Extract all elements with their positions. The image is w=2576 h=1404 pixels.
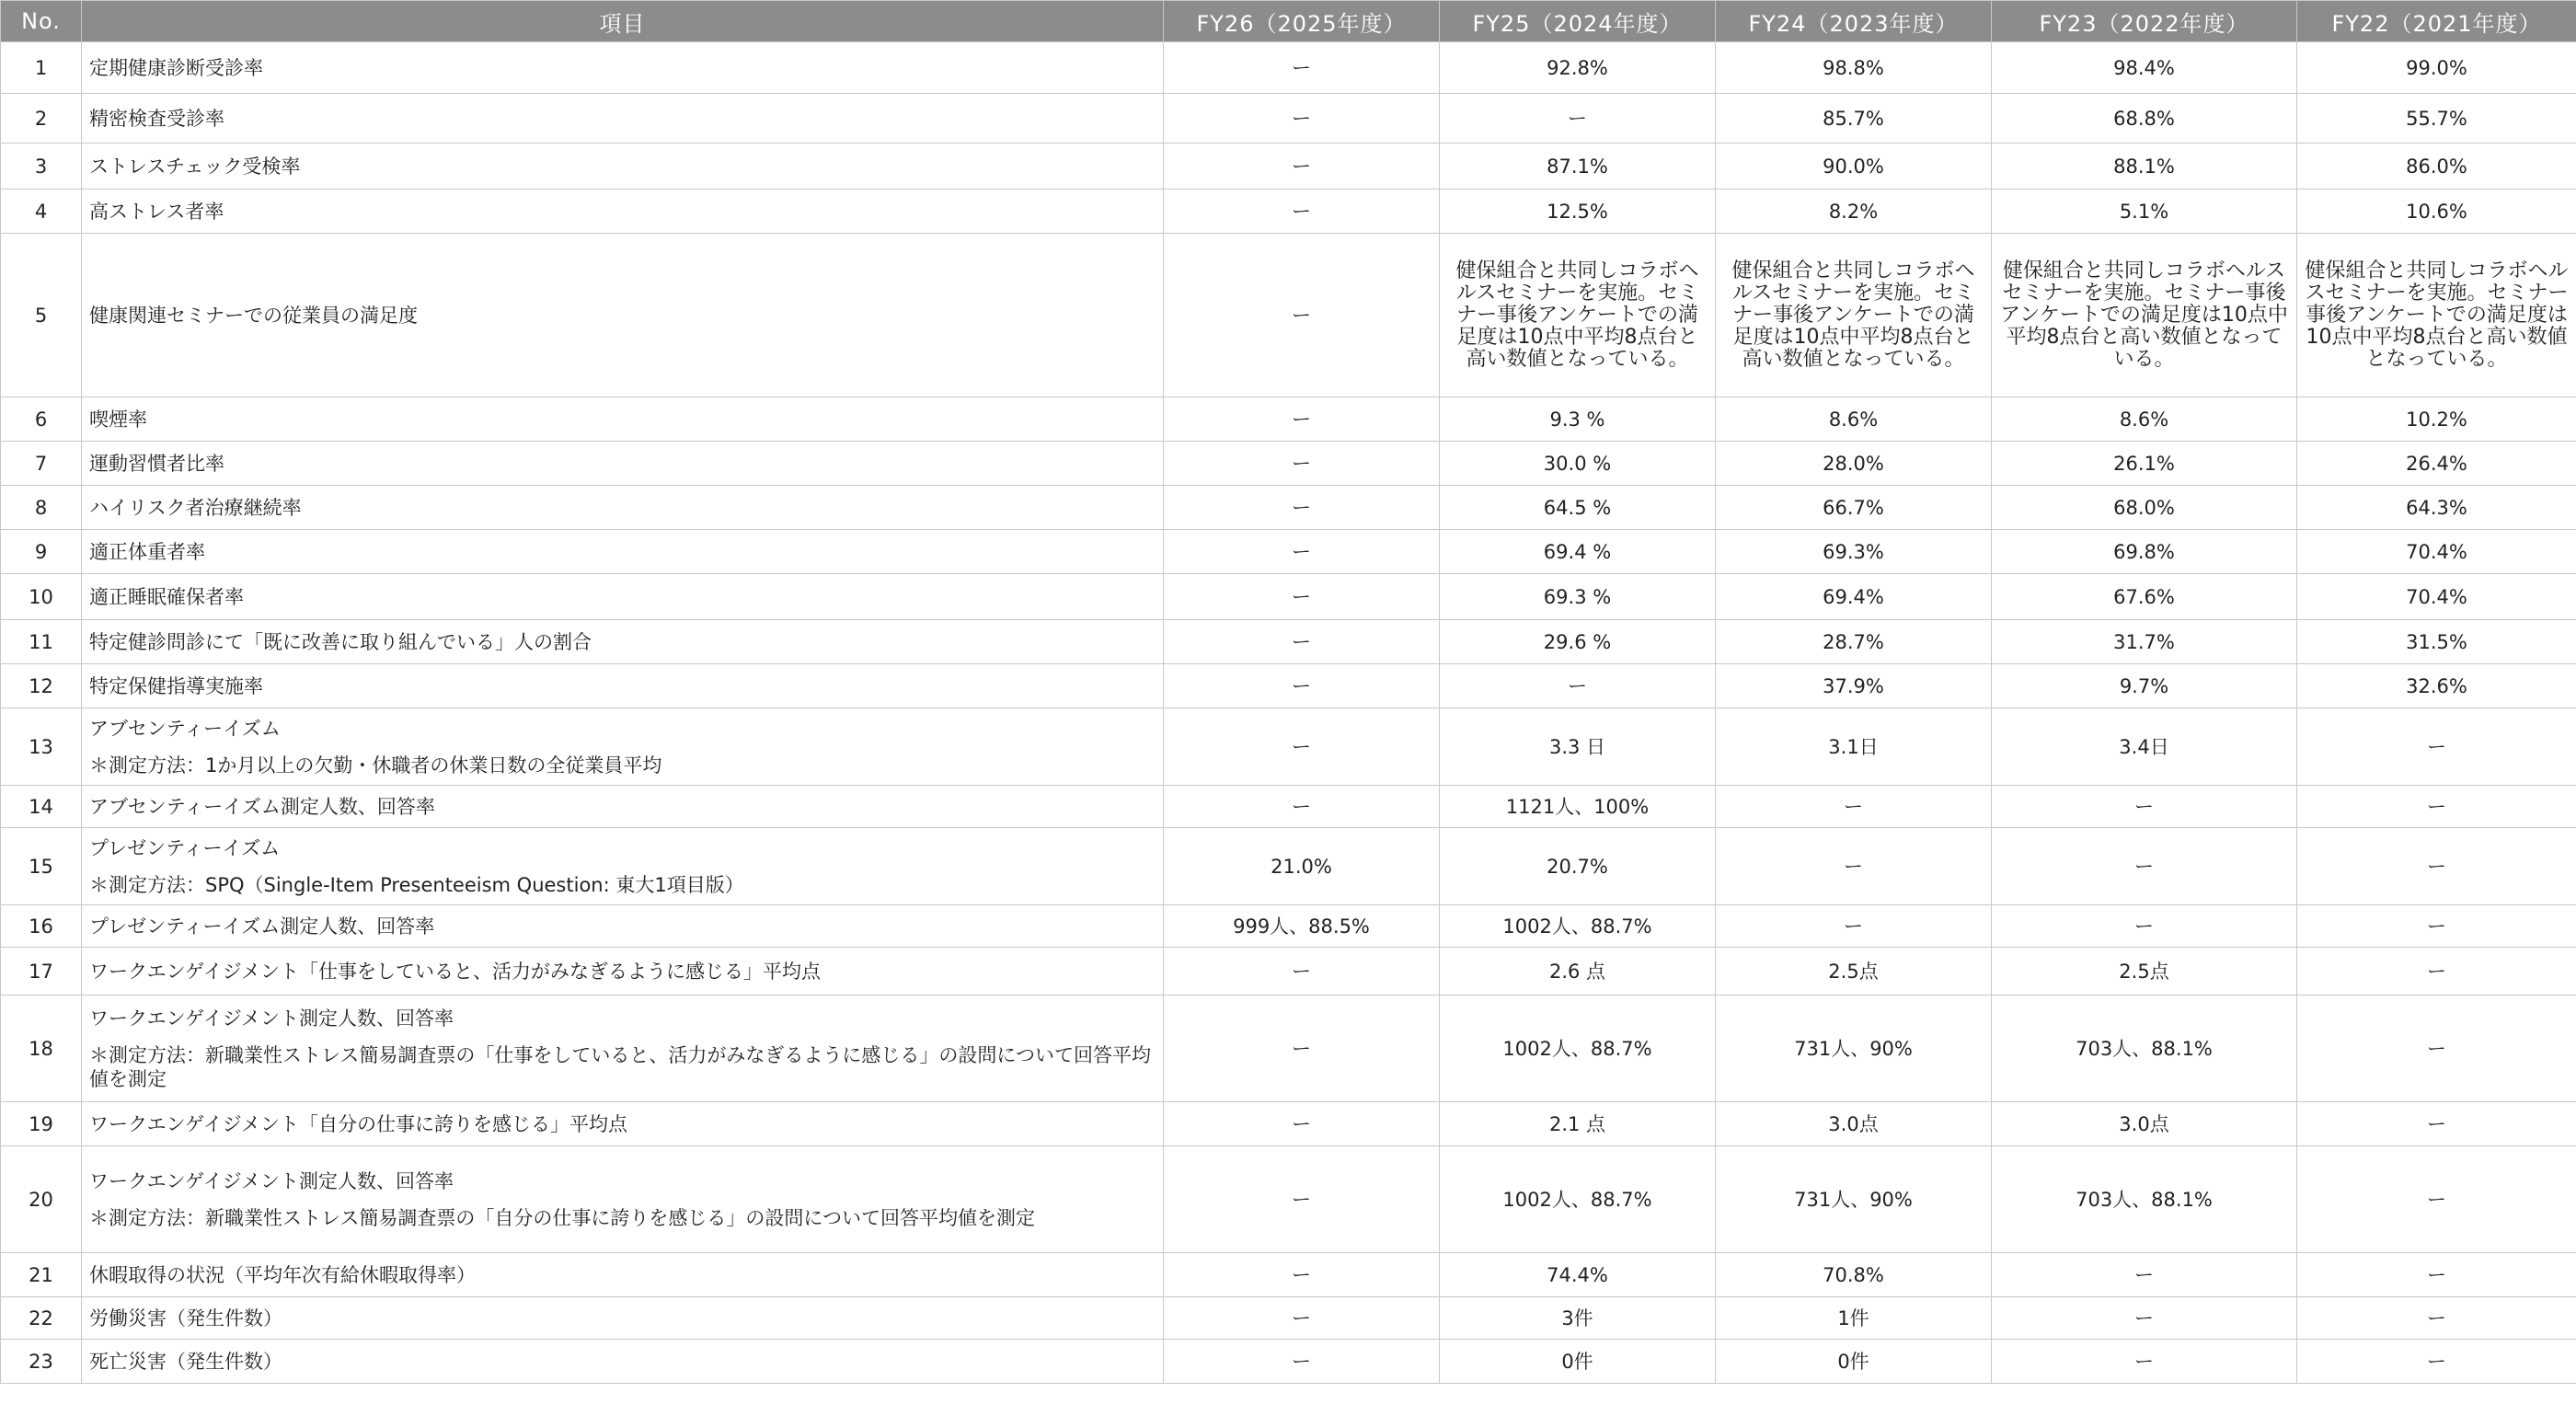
value-fy23: 68.0% bbox=[1992, 486, 2297, 530]
value-fy23: ー bbox=[1992, 1297, 2297, 1340]
value-fy23: 68.8% bbox=[1992, 94, 2297, 144]
value-fy26: ー bbox=[1164, 442, 1440, 486]
value-fy22: 99.0% bbox=[2297, 42, 2576, 94]
value-fy22: 10.6% bbox=[2297, 190, 2576, 234]
row-item-cell bbox=[82, 620, 1164, 664]
value-fy23: 2.5点 bbox=[1992, 948, 2297, 995]
row-item-label: 死亡災害（発生件数） bbox=[89, 1350, 282, 1373]
row-item-cell bbox=[82, 1102, 1164, 1146]
value-fy24: ー bbox=[1716, 828, 1992, 905]
row-item-cell bbox=[82, 397, 1164, 442]
row-number: 21 bbox=[1, 1253, 82, 1297]
row-number: 11 bbox=[1, 620, 82, 664]
row-item-label: プレゼンティーイズム bbox=[89, 836, 281, 859]
value-fy25: 0件 bbox=[1440, 1340, 1716, 1384]
value-fy26: ー bbox=[1164, 1253, 1440, 1297]
value-fy23: 98.4% bbox=[1992, 42, 2297, 94]
value-fy24: 0件 bbox=[1716, 1340, 1992, 1384]
value-fy26: ー bbox=[1164, 234, 1440, 397]
row-item-cell bbox=[82, 530, 1164, 574]
table-row bbox=[1, 144, 2576, 190]
row-number: 23 bbox=[1, 1340, 82, 1384]
header-fy24: FY24（2023年度） bbox=[1716, 1, 1992, 42]
row-number: 12 bbox=[1, 664, 82, 708]
row-item-label: アブセンティーイズム bbox=[89, 717, 281, 740]
value-fy23: 31.7% bbox=[1992, 620, 2297, 664]
row-item-label: 健康関連セミナーでの従業員の満足度 bbox=[89, 304, 418, 327]
row-item-label: 運動習慣者比率 bbox=[89, 452, 224, 475]
value-fy22: ー bbox=[2297, 905, 2576, 948]
value-fy25: 3.3 日 bbox=[1440, 708, 1716, 786]
value-fy24: ー bbox=[1716, 905, 1992, 948]
value-fy24: 66.7% bbox=[1716, 486, 1992, 530]
table-row bbox=[1, 1297, 2576, 1340]
value-fy25: 64.5 % bbox=[1440, 486, 1716, 530]
header-fy23: FY23（2022年度） bbox=[1992, 1, 2297, 42]
header-fy25: FY25（2024年度） bbox=[1440, 1, 1716, 42]
row-item-cell bbox=[82, 1297, 1164, 1340]
table-row bbox=[1, 620, 2576, 664]
table-row bbox=[1, 442, 2576, 486]
value-fy26: ー bbox=[1164, 574, 1440, 620]
row-number: 19 bbox=[1, 1102, 82, 1146]
table-row bbox=[1, 190, 2576, 234]
value-fy23: 69.8% bbox=[1992, 530, 2297, 574]
value-fy22: 31.5% bbox=[2297, 620, 2576, 664]
table-row bbox=[1, 234, 2576, 397]
row-item-label: アブセンティーイズム測定人数、回答率 bbox=[89, 795, 435, 818]
row-item-label: 喫煙率 bbox=[89, 408, 147, 431]
row-item-cell bbox=[82, 42, 1164, 94]
value-fy24: 28.0% bbox=[1716, 442, 1992, 486]
value-fy25: 69.3 % bbox=[1440, 574, 1716, 620]
header-fy22: FY22（2021年度） bbox=[2297, 1, 2576, 42]
row-item-cell bbox=[82, 708, 1164, 786]
table-row bbox=[1, 486, 2576, 530]
row-number: 16 bbox=[1, 905, 82, 948]
value-fy23: ー bbox=[1992, 1340, 2297, 1384]
table-row bbox=[1, 948, 2576, 995]
row-item-label: 精密検査受診率 bbox=[89, 107, 224, 130]
table-row bbox=[1, 786, 2576, 828]
row-item-label: 特定健診問診にて「既に改善に取り組んでいる」人の割合 bbox=[89, 630, 592, 653]
row-item-label: 適正体重者率 bbox=[89, 540, 205, 563]
row-number: 20 bbox=[1, 1146, 82, 1253]
value-fy22: 55.7% bbox=[2297, 94, 2576, 144]
row-number: 14 bbox=[1, 786, 82, 828]
value-fy22: ー bbox=[2297, 828, 2576, 905]
row-item-cell bbox=[82, 1146, 1164, 1253]
value-fy23: 26.1% bbox=[1992, 442, 2297, 486]
table-row bbox=[1, 574, 2576, 620]
value-fy24: 1件 bbox=[1716, 1297, 1992, 1340]
row-item-note: ＊測定方法：SPQ（Single-Item Presenteeism Question: 東大1項目版） bbox=[89, 873, 744, 896]
value-fy26: 999人、88.5% bbox=[1164, 905, 1440, 948]
value-fy24: 69.4% bbox=[1716, 574, 1992, 620]
row-item-cell bbox=[82, 1340, 1164, 1384]
row-item-cell bbox=[82, 786, 1164, 828]
table-row bbox=[1, 397, 2576, 442]
value-fy24: 98.8% bbox=[1716, 42, 1992, 94]
value-fy25: 1121人、100% bbox=[1440, 786, 1716, 828]
row-item-label: ハイリスク者治療継続率 bbox=[89, 496, 302, 519]
value-fy25: ー bbox=[1440, 94, 1716, 144]
value-fy24: 3.0点 bbox=[1716, 1102, 1992, 1146]
value-fy22: 86.0% bbox=[2297, 144, 2576, 190]
row-item-label: 労働災害（発生件数） bbox=[89, 1306, 282, 1329]
value-fy24: 69.3% bbox=[1716, 530, 1992, 574]
row-item-label: 特定保健指導実施率 bbox=[89, 674, 263, 697]
table-row bbox=[1, 1102, 2576, 1146]
value-fy22: 26.4% bbox=[2297, 442, 2576, 486]
value-fy24: 28.7% bbox=[1716, 620, 1992, 664]
row-item-label: ストレスチェック受検率 bbox=[89, 155, 301, 178]
value-fy24: 健保組合と共同しコラボヘルスセミナーを実施。セミナー事後アンケートでの満足度は10点中平均8点台と高い数値となっている。 bbox=[1716, 234, 1992, 397]
row-number: 8 bbox=[1, 486, 82, 530]
value-fy25: 3件 bbox=[1440, 1297, 1716, 1340]
value-fy25: 87.1% bbox=[1440, 144, 1716, 190]
value-fy25: 1002人、88.7% bbox=[1440, 995, 1716, 1102]
value-fy23: 8.6% bbox=[1992, 397, 2297, 442]
value-fy25: 9.3 % bbox=[1440, 397, 1716, 442]
table-row bbox=[1, 42, 2576, 94]
value-fy26: ー bbox=[1164, 708, 1440, 786]
row-item-cell bbox=[82, 94, 1164, 144]
value-fy24: 90.0% bbox=[1716, 144, 1992, 190]
value-fy25: 健保組合と共同しコラボヘルスセミナーを実施。セミナー事後アンケートでの満足度は10点中平均8点台と高い数値となっている。 bbox=[1440, 234, 1716, 397]
value-fy22: ー bbox=[2297, 1146, 2576, 1253]
value-fy24: ー bbox=[1716, 786, 1992, 828]
value-fy24: 2.5点 bbox=[1716, 948, 1992, 995]
value-fy25: 2.1 点 bbox=[1440, 1102, 1716, 1146]
value-fy22: 64.3% bbox=[2297, 486, 2576, 530]
value-fy26: ー bbox=[1164, 995, 1440, 1102]
value-fy26: ー bbox=[1164, 664, 1440, 708]
value-fy22: ー bbox=[2297, 1102, 2576, 1146]
value-fy25: 74.4% bbox=[1440, 1253, 1716, 1297]
row-item-label: 休暇取得の状況（平均年次有給休暇取得率） bbox=[89, 1263, 476, 1286]
header-fy26: FY26（2025年度） bbox=[1164, 1, 1440, 42]
row-item-cell bbox=[82, 442, 1164, 486]
value-fy23: 67.6% bbox=[1992, 574, 2297, 620]
table-body bbox=[1, 42, 2576, 1384]
value-fy24: 8.2% bbox=[1716, 190, 1992, 234]
value-fy26: ー bbox=[1164, 144, 1440, 190]
value-fy26: 21.0% bbox=[1164, 828, 1440, 905]
row-number: 15 bbox=[1, 828, 82, 905]
value-fy22: 70.4% bbox=[2297, 574, 2576, 620]
row-item-note: ＊測定方法：新職業性ストレス簡易調査票の「仕事をしていると、活力がみなぎるように感じる」の設問について回答平均値を測定 bbox=[89, 1043, 1151, 1090]
value-fy22: 32.6% bbox=[2297, 664, 2576, 708]
table-row bbox=[1, 94, 2576, 144]
row-item-cell bbox=[82, 828, 1164, 905]
row-item-cell bbox=[82, 144, 1164, 190]
row-number: 7 bbox=[1, 442, 82, 486]
row-number: 10 bbox=[1, 574, 82, 620]
value-fy23: 9.7% bbox=[1992, 664, 2297, 708]
value-fy23: 3.0点 bbox=[1992, 1102, 2297, 1146]
row-number: 4 bbox=[1, 190, 82, 234]
value-fy26: ー bbox=[1164, 397, 1440, 442]
row-item-cell bbox=[82, 905, 1164, 948]
row-item-cell bbox=[82, 664, 1164, 708]
value-fy24: 731人、90% bbox=[1716, 1146, 1992, 1253]
table-row bbox=[1, 708, 2576, 786]
header-item: 項目 bbox=[82, 1, 1164, 42]
value-fy25: 2.6 点 bbox=[1440, 948, 1716, 995]
row-number: 17 bbox=[1, 948, 82, 995]
row-number: 1 bbox=[1, 42, 82, 94]
row-item-cell bbox=[82, 995, 1164, 1102]
value-fy23: ー bbox=[1992, 905, 2297, 948]
value-fy23: 5.1% bbox=[1992, 190, 2297, 234]
row-item-label: ワークエンゲイジメント「自分の仕事に誇りを感じる」平均点 bbox=[89, 1112, 628, 1135]
table-header bbox=[1, 1, 2576, 42]
value-fy23: 3.4日 bbox=[1992, 708, 2297, 786]
value-fy24: 70.8% bbox=[1716, 1253, 1992, 1297]
table-row bbox=[1, 828, 2576, 905]
header-row bbox=[1, 1, 2576, 42]
row-item-label: ワークエンゲイジメント測定人数、回答率 bbox=[89, 1007, 454, 1030]
value-fy26: ー bbox=[1164, 486, 1440, 530]
row-item-cell bbox=[82, 234, 1164, 397]
value-fy24: 37.9% bbox=[1716, 664, 1992, 708]
value-fy26: ー bbox=[1164, 1340, 1440, 1384]
value-fy22: 70.4% bbox=[2297, 530, 2576, 574]
value-fy25: 12.5% bbox=[1440, 190, 1716, 234]
row-item-label: 定期健康診断受診率 bbox=[89, 56, 263, 79]
value-fy22: ー bbox=[2297, 1340, 2576, 1384]
value-fy23: ー bbox=[1992, 828, 2297, 905]
table-row bbox=[1, 664, 2576, 708]
table-row bbox=[1, 995, 2576, 1102]
value-fy22: ー bbox=[2297, 708, 2576, 786]
value-fy22: ー bbox=[2297, 995, 2576, 1102]
value-fy23: 健保組合と共同しコラボヘルスセミナーを実施。セミナー事後アンケートでの満足度は10点中平均8点台と高い数値となっている。 bbox=[1992, 234, 2297, 397]
row-item-label: 高ストレス者率 bbox=[89, 200, 224, 223]
row-number: 6 bbox=[1, 397, 82, 442]
row-number: 22 bbox=[1, 1297, 82, 1340]
value-fy22: ー bbox=[2297, 1253, 2576, 1297]
table-row bbox=[1, 530, 2576, 574]
value-fy24: 731人、90% bbox=[1716, 995, 1992, 1102]
value-fy25: 29.6 % bbox=[1440, 620, 1716, 664]
value-fy22: ー bbox=[2297, 948, 2576, 995]
row-number: 2 bbox=[1, 94, 82, 144]
value-fy23: 88.1% bbox=[1992, 144, 2297, 190]
value-fy23: ー bbox=[1992, 1253, 2297, 1297]
value-fy22: 10.2% bbox=[2297, 397, 2576, 442]
value-fy25: 1002人、88.7% bbox=[1440, 905, 1716, 948]
row-number: 5 bbox=[1, 234, 82, 397]
table-row bbox=[1, 1253, 2576, 1297]
row-number: 3 bbox=[1, 144, 82, 190]
table-row bbox=[1, 1146, 2576, 1253]
row-number: 9 bbox=[1, 530, 82, 574]
value-fy24: 85.7% bbox=[1716, 94, 1992, 144]
value-fy23: 703人、88.1% bbox=[1992, 995, 2297, 1102]
row-item-note: ＊測定方法：新職業性ストレス簡易調査票の「自分の仕事に誇りを感じる」の設問について回答平均値を測定 bbox=[89, 1206, 1035, 1229]
header-no: No. bbox=[1, 1, 82, 42]
value-fy26: ー bbox=[1164, 1297, 1440, 1340]
row-item-label: 適正睡眠確保者率 bbox=[89, 585, 244, 608]
value-fy26: ー bbox=[1164, 948, 1440, 995]
value-fy26: ー bbox=[1164, 190, 1440, 234]
value-fy26: ー bbox=[1164, 1102, 1440, 1146]
value-fy26: ー bbox=[1164, 786, 1440, 828]
value-fy26: ー bbox=[1164, 94, 1440, 144]
row-item-cell bbox=[82, 574, 1164, 620]
value-fy25: 69.4 % bbox=[1440, 530, 1716, 574]
value-fy22: 健保組合と共同しコラボヘルスセミナーを実施。セミナー事後アンケートでの満足度は10点中平均8点台と高い数値となっている。 bbox=[2297, 234, 2576, 397]
value-fy23: 703人、88.1% bbox=[1992, 1146, 2297, 1253]
row-item-label: プレゼンティーイズム測定人数、回答率 bbox=[89, 915, 435, 938]
row-item-cell bbox=[82, 486, 1164, 530]
row-item-cell bbox=[82, 1253, 1164, 1297]
row-item-cell bbox=[82, 190, 1164, 234]
value-fy25: 30.0 % bbox=[1440, 442, 1716, 486]
value-fy25: 92.8% bbox=[1440, 42, 1716, 94]
value-fy26: ー bbox=[1164, 620, 1440, 664]
row-item-cell bbox=[82, 948, 1164, 995]
row-item-note: ＊測定方法：1か月以上の欠勤・休職者の休業日数の全従業員平均 bbox=[89, 754, 662, 777]
value-fy25: ー bbox=[1440, 664, 1716, 708]
value-fy25: 20.7% bbox=[1440, 828, 1716, 905]
row-item-label: ワークエンゲイジメント「仕事をしていると、活力がみなぎるように感じる」平均点 bbox=[89, 960, 822, 983]
table-row bbox=[1, 905, 2576, 948]
value-fy22: ー bbox=[2297, 786, 2576, 828]
value-fy22: ー bbox=[2297, 1297, 2576, 1340]
row-number: 13 bbox=[1, 708, 82, 786]
row-item-label: ワークエンゲイジメント測定人数、回答率 bbox=[89, 1169, 454, 1192]
value-fy23: ー bbox=[1992, 786, 2297, 828]
value-fy24: 8.6% bbox=[1716, 397, 1992, 442]
table-row bbox=[1, 1340, 2576, 1384]
value-fy24: 3.1日 bbox=[1716, 708, 1992, 786]
row-number: 18 bbox=[1, 995, 82, 1102]
value-fy26: ー bbox=[1164, 530, 1440, 574]
value-fy26: ー bbox=[1164, 1146, 1440, 1253]
value-fy26: ー bbox=[1164, 42, 1440, 94]
value-fy25: 1002人、88.7% bbox=[1440, 1146, 1716, 1253]
